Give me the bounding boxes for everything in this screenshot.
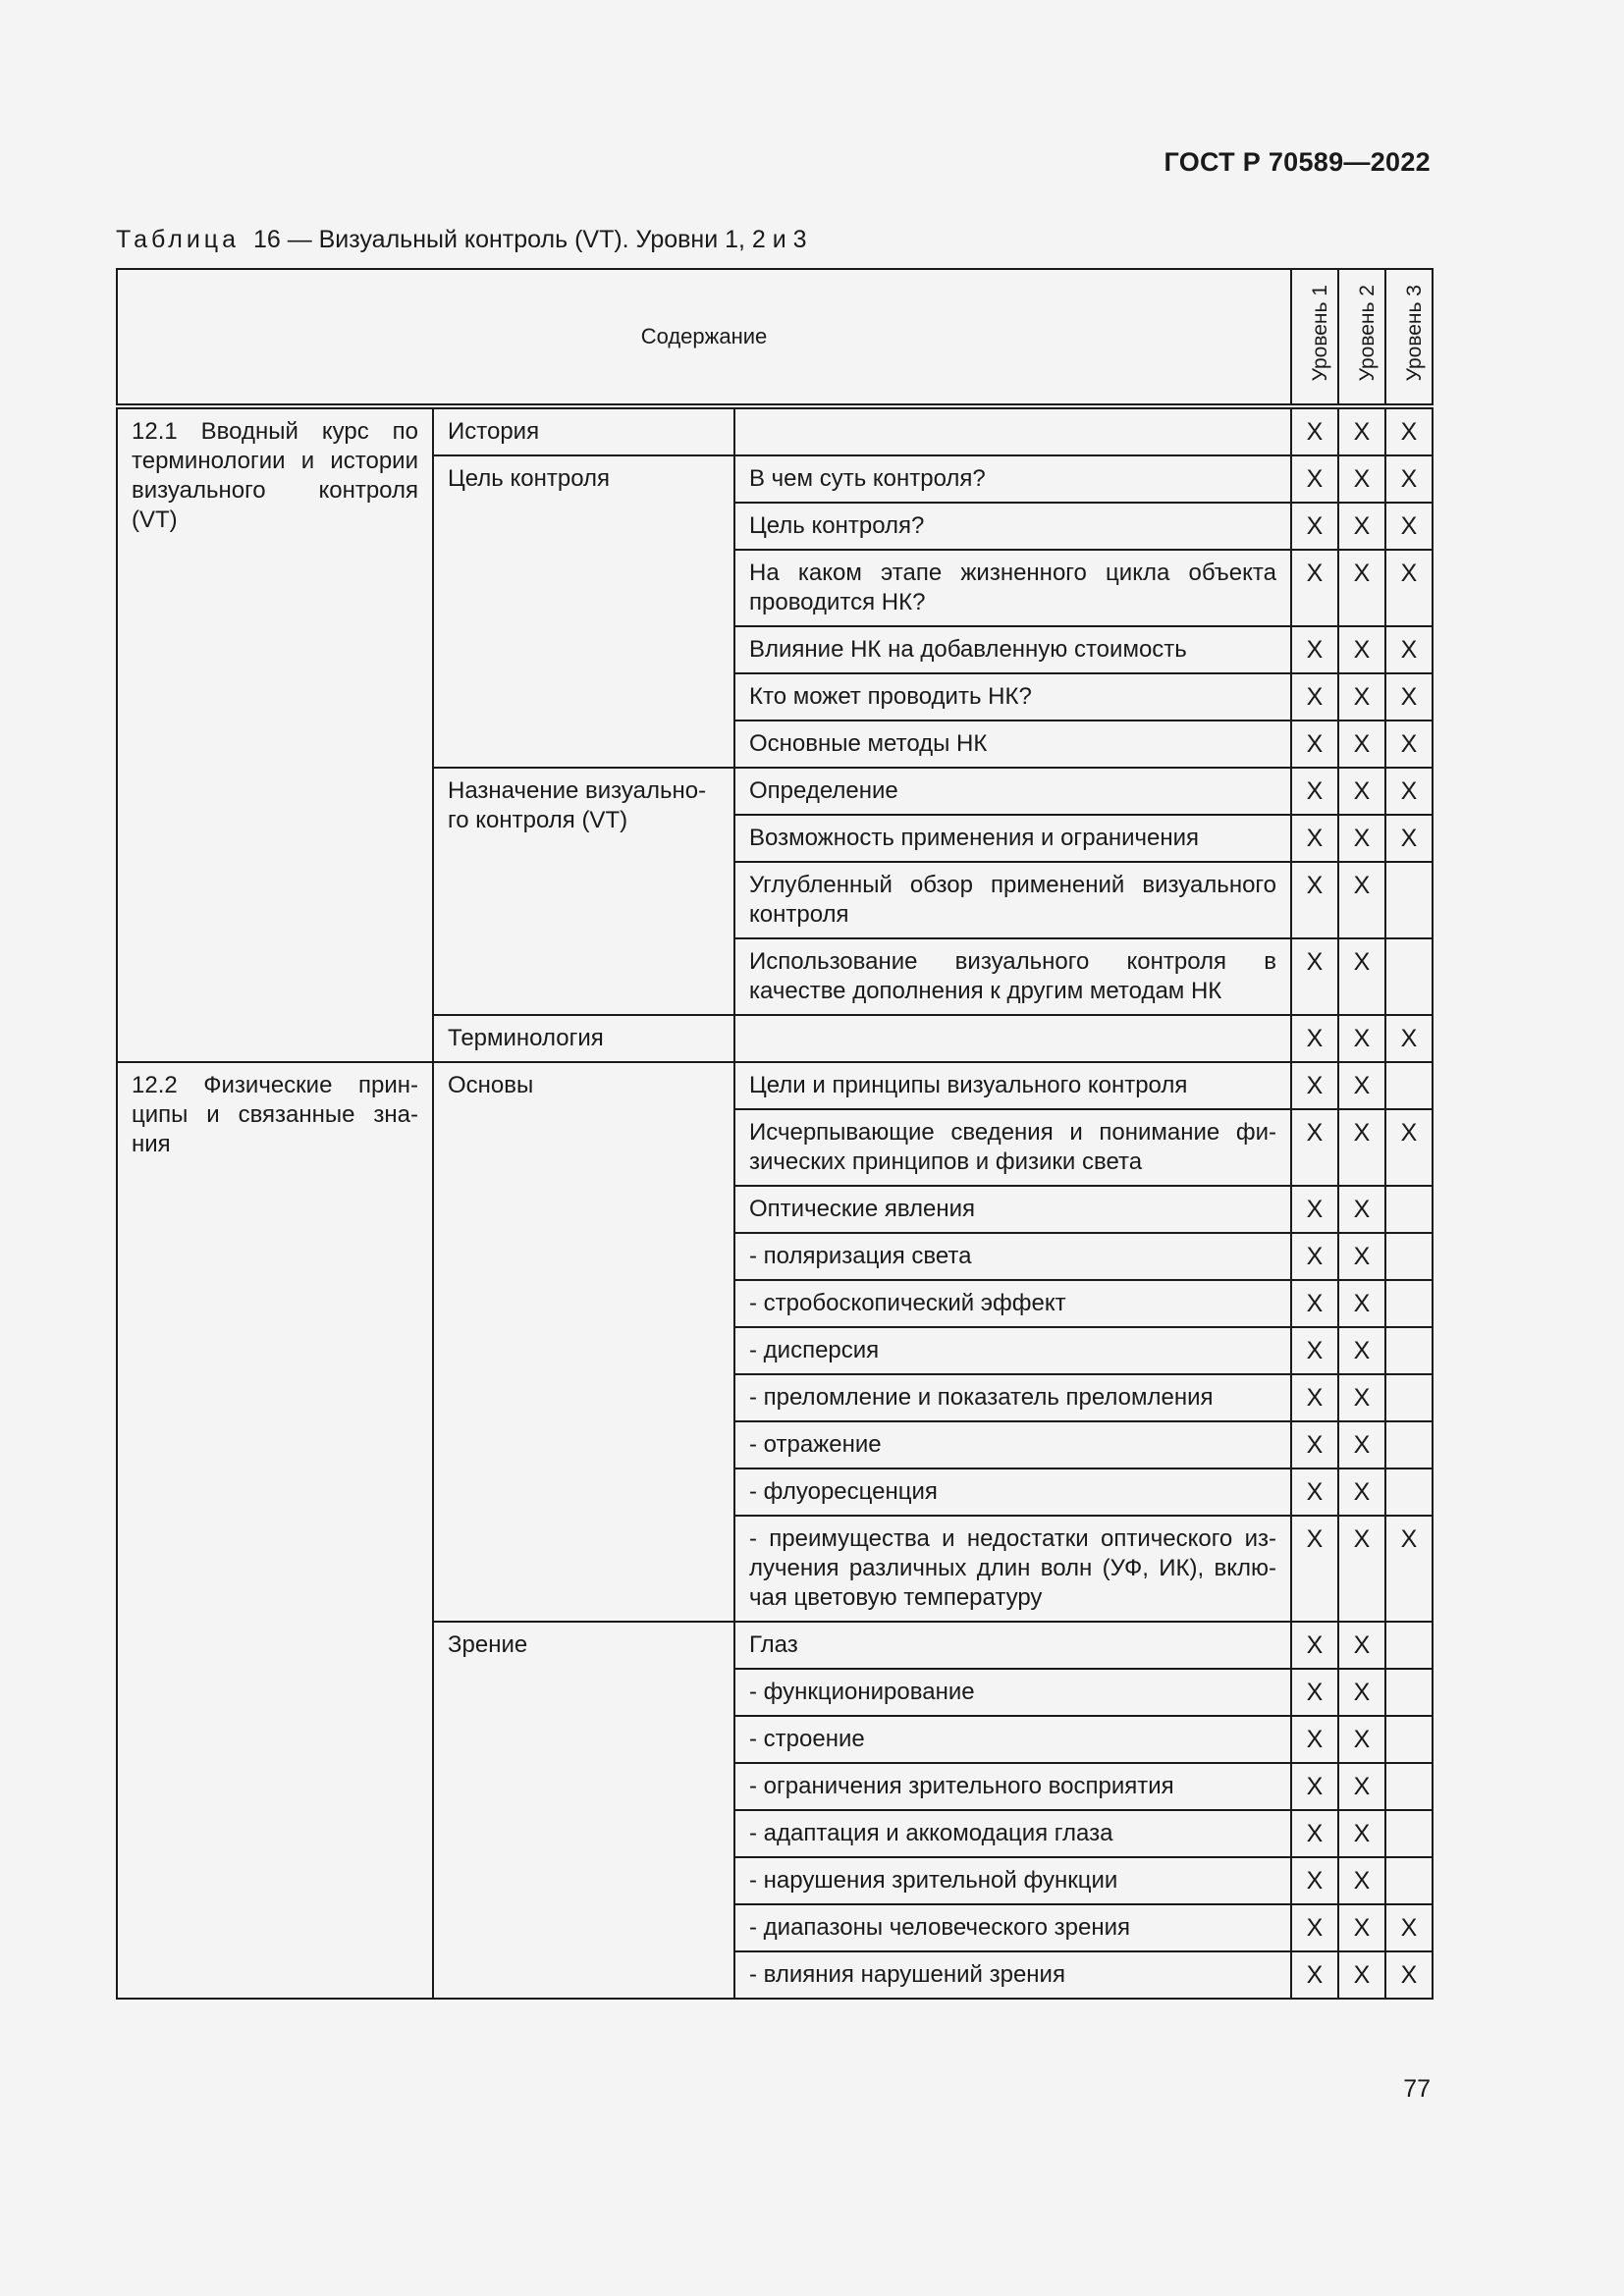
item-cell xyxy=(734,406,1291,455)
item-cell: Определение xyxy=(734,768,1291,815)
topic-cell: Терминология xyxy=(433,1015,734,1062)
level-1-mark: X xyxy=(1291,1951,1338,1999)
level-1-mark: X xyxy=(1291,1186,1338,1233)
level-2-mark: X xyxy=(1338,455,1385,503)
level-3-mark: X xyxy=(1385,673,1433,721)
level-2-mark: X xyxy=(1338,1669,1385,1716)
level-2-mark: X xyxy=(1338,1280,1385,1327)
caption-prefix: Таблица xyxy=(116,226,241,253)
topic-cell: Зрение xyxy=(433,1622,734,1999)
item-cell: - флуоресценция xyxy=(734,1468,1291,1516)
item-cell xyxy=(734,1015,1291,1062)
level-3-mark: X xyxy=(1385,768,1433,815)
item-cell: - преимущества и недостатки оптического из-лучения различных длин волн (УФ, ИК), вклю-чая цветовую температуру xyxy=(734,1516,1291,1622)
level-3-mark xyxy=(1385,1468,1433,1516)
level-2-mark: X xyxy=(1338,550,1385,626)
level-1-mark: X xyxy=(1291,721,1338,768)
level-3-mark: X xyxy=(1385,1904,1433,1951)
level-3-mark: X xyxy=(1385,626,1433,673)
level-3-mark xyxy=(1385,1716,1433,1763)
level-1-mark: X xyxy=(1291,673,1338,721)
level-3-mark xyxy=(1385,1763,1433,1810)
level-1-mark: X xyxy=(1291,1516,1338,1622)
level-3-mark xyxy=(1385,1421,1433,1468)
item-cell: Возможность применения и ограничения xyxy=(734,815,1291,862)
item-cell: - адаптация и аккомодация глаза xyxy=(734,1810,1291,1857)
level-2-mark: X xyxy=(1338,503,1385,550)
item-cell: - отражение xyxy=(734,1421,1291,1468)
level-1-mark: X xyxy=(1291,1280,1338,1327)
item-cell: - стробоскопический эффект xyxy=(734,1280,1291,1327)
level-1-mark: X xyxy=(1291,1810,1338,1857)
level-2-mark: X xyxy=(1338,1716,1385,1763)
level-2-mark: X xyxy=(1338,1904,1385,1951)
level-3-mark: X xyxy=(1385,503,1433,550)
item-cell: Глаз xyxy=(734,1622,1291,1669)
level-1-mark: X xyxy=(1291,1109,1338,1186)
level-3-mark xyxy=(1385,1186,1433,1233)
level-1-mark: X xyxy=(1291,1233,1338,1280)
level-3-mark: X xyxy=(1385,1015,1433,1062)
level-2-mark: X xyxy=(1338,1421,1385,1468)
level-2-mark: X xyxy=(1338,938,1385,1015)
level-2-mark: X xyxy=(1338,768,1385,815)
level-3-header: Уровень 3 xyxy=(1385,269,1433,406)
topic-cell: Цель контроля xyxy=(433,455,734,768)
level-3-mark xyxy=(1385,1622,1433,1669)
level-1-mark: X xyxy=(1291,1904,1338,1951)
level-2-mark: X xyxy=(1338,1062,1385,1109)
item-cell: Основные методы НК xyxy=(734,721,1291,768)
level-2-mark: X xyxy=(1338,721,1385,768)
level-2-mark: X xyxy=(1338,1015,1385,1062)
level-3-mark xyxy=(1385,1280,1433,1327)
level-2-mark: X xyxy=(1338,406,1385,455)
level-3-mark xyxy=(1385,1857,1433,1904)
item-cell: Оптические явления xyxy=(734,1186,1291,1233)
level-1-mark: X xyxy=(1291,1763,1338,1810)
item-cell: В чем суть контроля? xyxy=(734,455,1291,503)
level-2-mark: X xyxy=(1338,1516,1385,1622)
item-cell: - поляризация света xyxy=(734,1233,1291,1280)
item-cell: - дисперсия xyxy=(734,1327,1291,1374)
level-2-mark: X xyxy=(1338,1857,1385,1904)
level-1-mark: X xyxy=(1291,503,1338,550)
level-3-mark: X xyxy=(1385,721,1433,768)
level-1-mark: X xyxy=(1291,1857,1338,1904)
level-1-mark: X xyxy=(1291,626,1338,673)
level-2-mark: X xyxy=(1338,1951,1385,1999)
level-1-header: Уровень 1 xyxy=(1291,269,1338,406)
level-2-mark: X xyxy=(1338,1186,1385,1233)
item-cell: - ограничения зрительного восприятия xyxy=(734,1763,1291,1810)
level-3-mark xyxy=(1385,1062,1433,1109)
content-table xyxy=(116,268,1434,2000)
level-3-mark: X xyxy=(1385,815,1433,862)
level-3-mark xyxy=(1385,1374,1433,1421)
level-3-mark xyxy=(1385,1233,1433,1280)
item-cell: Кто может проводить НК? xyxy=(734,673,1291,721)
level-2-mark: X xyxy=(1338,1763,1385,1810)
level-3-mark: X xyxy=(1385,455,1433,503)
level-3-mark xyxy=(1385,1810,1433,1857)
table-body xyxy=(117,406,1433,1999)
level-2-mark: X xyxy=(1338,1468,1385,1516)
level-1-mark: X xyxy=(1291,1669,1338,1716)
item-cell: - преломление и показатель преломления xyxy=(734,1374,1291,1421)
item-cell: - функционирование xyxy=(734,1669,1291,1716)
level-1-mark: X xyxy=(1291,1327,1338,1374)
level-1-mark: X xyxy=(1291,1421,1338,1468)
level-1-mark: X xyxy=(1291,1015,1338,1062)
topic-cell: Назначение визуально-го контроля (VT) xyxy=(433,768,734,1015)
level-2-mark: X xyxy=(1338,815,1385,862)
level-2-mark: X xyxy=(1338,1374,1385,1421)
caption-text: 16 — Визуальный контроль (VT). Уровни 1, 2 и 3 xyxy=(252,226,807,253)
item-cell: Влияние НК на добавленную стоимость xyxy=(734,626,1291,673)
item-cell: Исчерпывающие сведения и понимание фи-зических принципов и физики света xyxy=(734,1109,1291,1186)
level-3-mark xyxy=(1385,862,1433,938)
level-1-mark: X xyxy=(1291,815,1338,862)
level-2-mark: X xyxy=(1338,626,1385,673)
level-1-mark: X xyxy=(1291,1716,1338,1763)
level-2-mark: X xyxy=(1338,673,1385,721)
item-cell: - диапазоны человеческого зрения xyxy=(734,1904,1291,1951)
level-2-mark: X xyxy=(1338,1622,1385,1669)
item-cell: Углубленный обзор применений визуального контроля xyxy=(734,862,1291,938)
level-3-mark xyxy=(1385,1327,1433,1374)
topic-cell: История xyxy=(433,406,734,455)
level-3-mark xyxy=(1385,1669,1433,1716)
table-caption xyxy=(116,226,807,254)
level-2-mark: X xyxy=(1338,1810,1385,1857)
table-header-row xyxy=(117,269,1433,406)
level-1-mark: X xyxy=(1291,768,1338,815)
item-cell: Цель контроля? xyxy=(734,503,1291,550)
page-number: 77 xyxy=(1403,2075,1431,2103)
level-1-mark: X xyxy=(1291,455,1338,503)
level-1-mark: X xyxy=(1291,1468,1338,1516)
level-2-mark: X xyxy=(1338,862,1385,938)
level-3-mark: X xyxy=(1385,1516,1433,1622)
table-row xyxy=(117,406,1433,455)
item-cell: - влияния нарушений зрения xyxy=(734,1951,1291,1999)
section-title: 12.1 Вводный курс по терминологии и истории визуального контроля (VT) xyxy=(117,406,433,1062)
level-3-mark: X xyxy=(1385,406,1433,455)
level-3-mark xyxy=(1385,938,1433,1015)
item-cell: - нарушения зрительной функции xyxy=(734,1857,1291,1904)
level-2-mark: X xyxy=(1338,1109,1385,1186)
section-title: 12.2 Физические прин-ципы и связанные зна-ния xyxy=(117,1062,433,1999)
level-1-mark: X xyxy=(1291,862,1338,938)
level-1-mark: X xyxy=(1291,406,1338,455)
level-2-mark: X xyxy=(1338,1327,1385,1374)
item-cell: Цели и принципы визуального контроля xyxy=(734,1062,1291,1109)
level-1-mark: X xyxy=(1291,550,1338,626)
item-cell: - строение xyxy=(734,1716,1291,1763)
level-2-header: Уровень 2 xyxy=(1338,269,1385,406)
content-header: Содержание xyxy=(117,269,1291,406)
table-row xyxy=(117,1062,1433,1109)
level-2-mark: X xyxy=(1338,1233,1385,1280)
document-code: ГОСТ Р 70589—2022 xyxy=(1164,147,1431,177)
level-1-mark: X xyxy=(1291,1622,1338,1669)
level-3-mark: X xyxy=(1385,1109,1433,1186)
item-cell: На каком этапе жизненного цикла объекта проводится НК? xyxy=(734,550,1291,626)
level-3-mark: X xyxy=(1385,1951,1433,1999)
topic-cell: Основы xyxy=(433,1062,734,1622)
item-cell: Использование визуального контроля в качестве дополнения к другим методам НК xyxy=(734,938,1291,1015)
level-1-mark: X xyxy=(1291,1374,1338,1421)
level-1-mark: X xyxy=(1291,938,1338,1015)
level-3-mark: X xyxy=(1385,550,1433,626)
level-1-mark: X xyxy=(1291,1062,1338,1109)
